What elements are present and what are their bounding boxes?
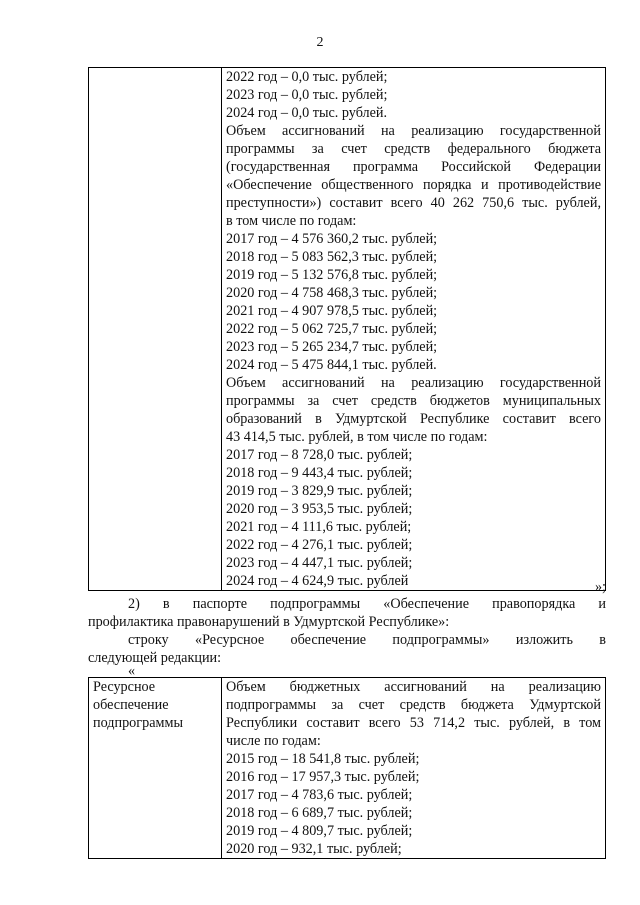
text-line: 2023 год – 0,0 тыс. рублей; [226,87,388,103]
subprogram-resource-table [88,677,606,859]
table2-right-cell [222,678,606,859]
text-line: Объем ассигнований на реализацию государственной [226,375,601,391]
year-line: 2019 год – 3 829,9 тыс. рублей; [226,483,413,499]
year-line: 2016 год – 17 957,3 тыс. рублей; [226,769,420,785]
municipal-paragraph [226,374,601,446]
year-line: 2021 год – 4 111,6 тыс. рублей; [226,519,412,535]
page-number: 2 [316,35,324,50]
text-line: программы за счет средств федерального бюджета [226,141,601,157]
year-line: 2024 год – 4 624,9 тыс. рублей [226,573,409,589]
text-line: образований в Удмуртской Республике составит всего [226,411,601,427]
text-line: в том числе по годам: [226,213,357,229]
year-line: 2020 год – 932,1 тыс. рублей; [226,841,402,857]
opening-quote: « [128,663,136,679]
text-line: программы за счет средств бюджетов муниципальных [226,393,601,409]
year-line: 2023 год – 4 447,1 тыс. рублей; [226,555,413,571]
year-line: 2021 год – 4 907 978,5 тыс. рублей; [226,303,438,319]
year-line: 2022 год – 5 062 725,7 тыс. рублей; [226,321,438,337]
year-line: 2023 год – 5 265 234,7 тыс. рублей; [226,339,438,355]
year-line: 2018 год – 5 083 562,3 тыс. рублей; [226,249,438,265]
federal-years [226,230,601,374]
federal-paragraph [226,122,601,230]
text-line: Объем ассигнований на реализацию государственной [226,123,601,139]
table1-left-cell [89,68,222,591]
table2-left-cell [89,678,222,859]
row-label-line: Ресурсное [93,679,156,695]
year-line: 2020 год – 4 758 468,3 тыс. рублей; [226,285,438,301]
table2-paragraph [226,678,601,750]
year-line: 2017 год – 4 783,6 тыс. рублей; [226,787,413,803]
year-line: 2017 год – 8 728,0 тыс. рублей; [226,447,413,463]
text-line: 43 414,5 тыс. рублей, в том числе по годам: [226,429,488,445]
text-line: Республики составит всего 53 714,2 тыс. рублей, в том [226,715,601,731]
resource-table-continued [88,67,606,591]
year-line: 2015 год – 18 541,8 тыс. рублей; [226,751,420,767]
row-instruction-line-2: следующей редакции: [88,650,222,666]
item-2-line-1: 2) в паспорте подпрограммы «Обеспечение правопорядка и [128,596,606,612]
row-instruction-line-1: строку «Ресурсное обеспечение подпрограммы» изложить в [128,632,606,648]
text-line: «Обеспечение общественного порядка и противодействие [226,177,601,193]
text-line: (государственная программа Российской Федерации [226,159,601,175]
text-line: числе по годам: [226,733,321,749]
year-line: 2017 год – 4 576 360,2 тыс. рублей; [226,231,438,247]
year-line: 2024 год – 5 475 844,1 тыс. рублей. [226,357,437,373]
year-line: 2022 год – 4 276,1 тыс. рублей; [226,537,413,553]
year-line: 2020 год – 3 953,5 тыс. рублей; [226,501,413,517]
municipal-years [226,446,601,590]
text-line: 2022 год – 0,0 тыс. рублей; [226,69,388,85]
table1-lines-top [226,68,601,122]
year-line: 2018 год – 9 443,4 тыс. рублей; [226,465,413,481]
year-line: 2018 год – 6 689,7 тыс. рублей; [226,805,413,821]
table2-years [226,750,601,858]
year-line: 2019 год – 4 809,7 тыс. рублей; [226,823,413,839]
text-line: преступности») составит всего 40 262 750,6 тыс. рублей, [226,195,601,211]
text-line: подпрограммы за счет средств бюджета Удмуртской [226,697,601,713]
text-line: 2024 год – 0,0 тыс. рублей. [226,105,388,121]
item-2-line-2: профилактика правонарушений в Удмуртской Республике»: [88,614,450,630]
row-label-line: обеспечение [93,697,169,713]
table1-right-cell [222,68,606,591]
row-label-line: подпрограммы [93,715,183,731]
closing-quote: »; [594,579,606,595]
text-line: Объем бюджетных ассигнований на реализацию [226,679,601,695]
year-line: 2019 год – 5 132 576,8 тыс. рублей; [226,267,438,283]
